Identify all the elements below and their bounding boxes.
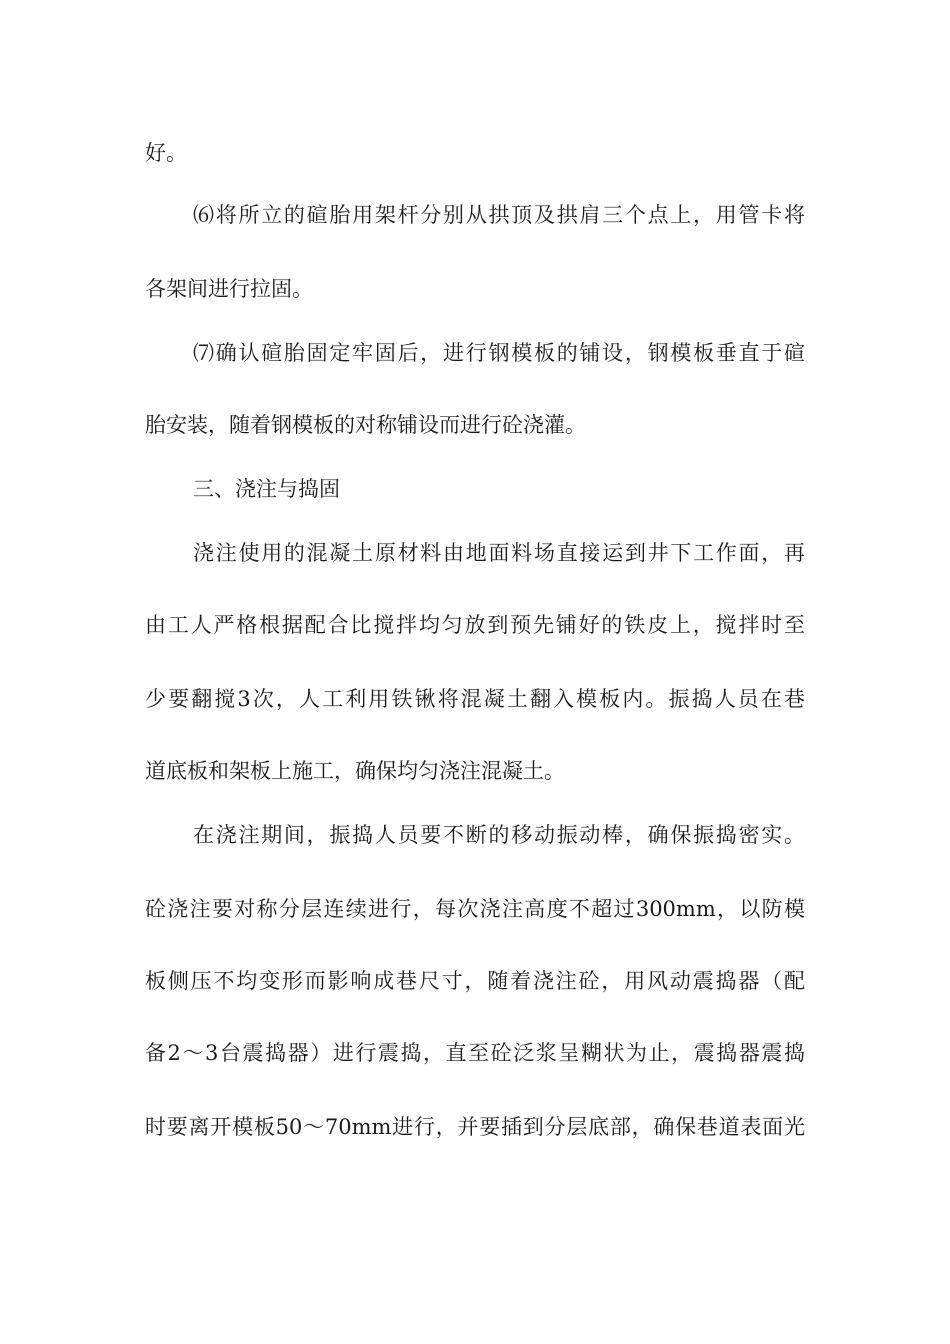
text-line: 备2～3台震捣器）进行震捣，直至砼泛浆呈糊状为止，震捣器震捣 <box>145 1041 805 1065</box>
section-heading: 三、浇注与捣固 <box>193 477 340 501</box>
text-line: 道底板和架板上施工，确保均匀浇注混凝土。 <box>145 759 565 783</box>
text-line: 砼浇注要对称分层连续进行，每次浇注高度不超过300mm，以防模 <box>145 897 805 921</box>
text-line: 少要翻搅3次，人工利用铁锹将混凝土翻入模板内。振捣人员在巷 <box>145 687 805 711</box>
text-line-item-7: ⑺确认碹胎固定牢固后，进行钢模板的铺设，钢模板垂直于碹 <box>193 341 805 365</box>
text-line: 胎安装，随着钢模板的对称铺设而进行砼浇灌。 <box>145 413 586 437</box>
text-line-paragraph-start: 在浇注期间，振捣人员要不断的移动振动棒，确保振捣密实。 <box>193 823 805 847</box>
text-line-continuation: 好。 <box>145 141 187 165</box>
text-line: 由工人严格根据配合比搅拌均匀放到预先铺好的铁皮上，搅拌时至 <box>145 613 805 637</box>
text-line-paragraph-start: 浇注使用的混凝土原材料由地面料场直接运到井下工作面，再 <box>193 541 805 565</box>
text-line: 时要离开模板50～70mm进行，并要插到分层底部，确保巷道表面光 <box>145 1115 805 1139</box>
text-line: 板侧压不均变形而影响成巷尺寸，随着浇注砼，用风动震捣器（配 <box>145 969 805 993</box>
text-line: 各架间进行拉固。 <box>145 277 313 301</box>
text-line-item-6: ⑹将所立的碹胎用架杆分别从拱顶及拱肩三个点上，用管卡将 <box>193 203 805 227</box>
